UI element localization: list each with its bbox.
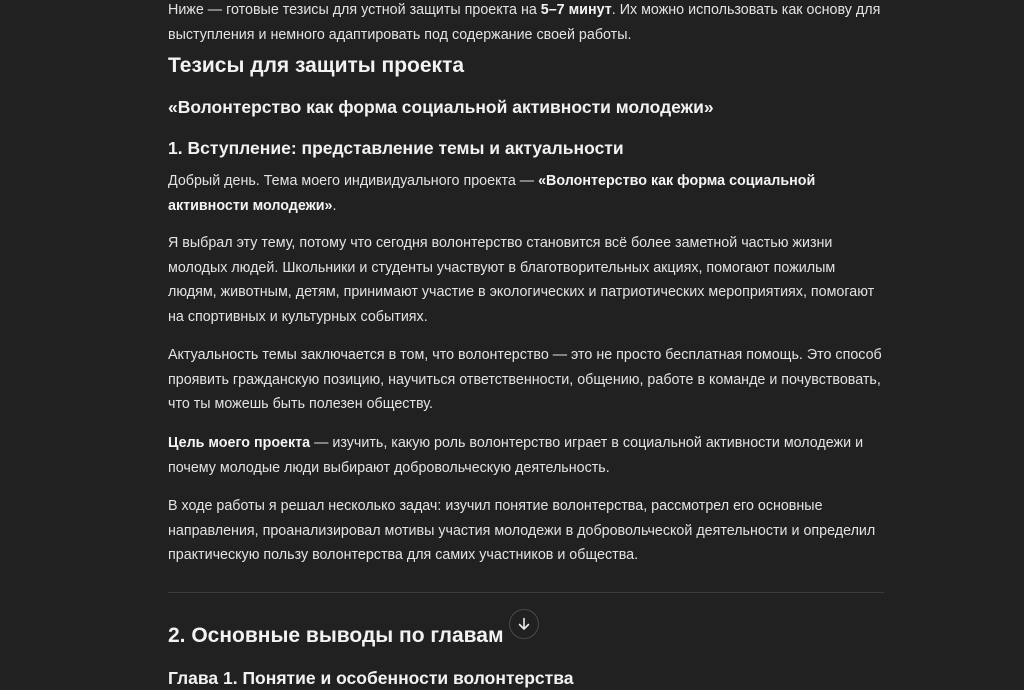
chapter-1-heading: Глава 1. Понятие и особенности волонтерства [168, 668, 574, 688]
intro-paragraph [168, 0, 884, 47]
section-2-heading: 2. Основные выводы по главам [168, 624, 504, 647]
arrow-down-icon [516, 616, 532, 632]
section-divider [168, 592, 884, 593]
document-subtitle: «Волонтерство как форма социальной активности молодежи» [168, 97, 714, 117]
section-1-paragraph-1 [168, 169, 858, 218]
intro-text-end: . Их можно использовать как основу для выступления и немного адаптировать под содержание своей работы. [168, 2, 881, 43]
section-1-paragraph-2: Я выбрал эту тему, потому что сегодня волонтерство становится всё более заметной частью жизни молодых людей. Школьники и студенты участвуют в благотворительных акциях, помогают пожилым людям, животным, детям, принимают участие в экологических и патриотических мероприятиях, помогают на спортивных и культурных событиях. [168, 235, 875, 325]
scroll-to-bottom-button[interactable] [509, 609, 539, 639]
project-goal-label: Цель моего проекта [168, 435, 311, 451]
project-topic: «Волонтерство как форма социальной активности молодежи» [168, 173, 816, 214]
project-goal-text: — изучить, какую роль волонтерство играет в социальной активности молодежи и почему молодые люди выбирают добровольческую деятельность. [168, 435, 864, 476]
paragraph-text: Добрый день. Тема моего индивидуального проекта — [168, 173, 539, 189]
section-1-paragraph-3: Актуальность темы заключается в том, что волонтерство — это не просто бесплатная помощь. Это способ проявить гражданскую позицию, научиться ответственности, общению, работе в команде и почувствовать, что ты можешь быть полезен обществу. [168, 347, 882, 412]
paragraph-text-end: . [332, 197, 337, 214]
intro-duration: 5–7 минут [540, 2, 612, 18]
section-1-paragraph-5: В ходе работы я решал несколько задач: изучил понятие волонтерства, рассмотрел его основные направления, проанализировал мотивы участия молодежи в добровольческой деятельности и определил практическую пользу волонтерства для самих участников и общества. [168, 498, 876, 563]
document-title: Тезисы для защиты проекта [168, 54, 465, 77]
section-1-heading: 1. Вступление: представление темы и актуальности [168, 138, 624, 158]
intro-text: Ниже — готовые тезисы для устной защиты проекта на [168, 2, 541, 18]
section-1-paragraph-4 [168, 431, 884, 480]
